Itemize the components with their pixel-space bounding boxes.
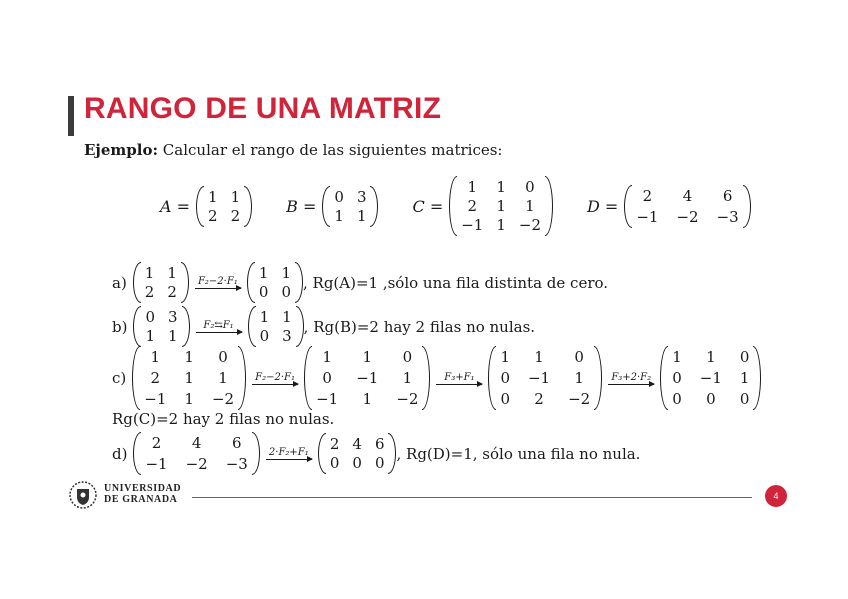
matrix-entry: −1 xyxy=(461,216,484,234)
result-b: , Rg(B)=2 hay 2 filas no nulas. xyxy=(303,317,536,336)
def-A xyxy=(160,186,252,227)
matrix-entry: 4 xyxy=(682,186,693,205)
page-number-badge: 4 xyxy=(765,485,787,507)
matrix-entry: 4 xyxy=(352,435,362,453)
matrix-b2 xyxy=(248,306,304,347)
matrix-c1 xyxy=(132,346,246,410)
matrix-entry: −2 xyxy=(518,216,542,234)
op-c3: F₃+2·F₂ xyxy=(611,371,652,383)
university-name xyxy=(104,483,181,505)
matrix-entry: 1 xyxy=(525,197,535,215)
matrix-entry: 0 xyxy=(281,283,291,301)
def-B-label: B = xyxy=(286,196,317,216)
solution-d xyxy=(112,432,640,475)
matrix-entry: −2 xyxy=(185,455,208,473)
matrix-entry: 1 xyxy=(574,369,584,387)
result-c: Rg(C)=2 hay 2 filas no nulas. xyxy=(112,410,335,428)
matrix-d1 xyxy=(133,432,259,475)
matrix-entry: 2 xyxy=(534,390,544,408)
matrix-entry: 2 xyxy=(642,186,653,205)
matrix-entry: −2 xyxy=(676,207,699,226)
matrix-c3 xyxy=(488,346,602,410)
matrix-a2 xyxy=(247,262,303,303)
matrix-entry: −1 xyxy=(356,369,379,387)
matrix-entry: 0 xyxy=(258,283,269,301)
matrix-entry: 6 xyxy=(232,434,242,452)
solution-c xyxy=(112,346,761,410)
matrix-entry: 3 xyxy=(356,187,367,206)
matrix-entry: 3 xyxy=(282,327,292,345)
matrix-entry: 0 xyxy=(500,369,510,387)
solution-a xyxy=(112,262,608,303)
intro-text: Calcular el rango de las siguientes matrices: xyxy=(162,141,503,159)
matrix-cells xyxy=(141,432,251,475)
matrix-entry: 1 xyxy=(706,348,716,366)
matrix-definitions xyxy=(160,176,751,236)
matrix-entry: 0 xyxy=(374,454,385,472)
matrix-entry: 1 xyxy=(496,216,506,234)
matrix-entry: 1 xyxy=(145,327,156,345)
matrix-entry: 0 xyxy=(259,327,270,345)
matrix-entry: 0 xyxy=(334,187,344,206)
matrix-entry: 1 xyxy=(230,187,241,206)
arrow-c1 xyxy=(252,372,298,385)
matrix-entry: −1 xyxy=(316,390,339,408)
matrix-entry: 1 xyxy=(334,206,344,225)
matrix-cells xyxy=(457,176,545,236)
def-D-label: D = xyxy=(587,196,619,216)
solution-c-label: c) xyxy=(112,369,127,387)
matrix-entry: 1 xyxy=(184,369,194,387)
footer-divider xyxy=(192,497,752,498)
matrix-entry: 1 xyxy=(218,369,228,387)
matrix-entry: 0 xyxy=(672,369,682,387)
matrix-entry: 1 xyxy=(496,178,506,196)
matrix-entry: 0 xyxy=(574,348,584,366)
matrix-entry: −1 xyxy=(144,390,167,408)
matrix-entry: 1 xyxy=(322,348,332,366)
matrix-entry: 1 xyxy=(184,348,194,366)
matrix-entry: 0 xyxy=(329,454,340,472)
matrix-entry: −3 xyxy=(225,455,248,473)
matrix-entry: 1 xyxy=(184,390,194,408)
matrix-entry: 0 xyxy=(739,348,750,366)
matrix-entry: 6 xyxy=(722,186,733,205)
slide-title: RANGO DE UNA MATRIZ xyxy=(84,92,442,125)
matrix-entry: 1 xyxy=(739,369,750,387)
matrix-entry: 1 xyxy=(356,206,367,225)
matrix-entry: 0 xyxy=(500,390,510,408)
def-D xyxy=(587,185,751,228)
matrix-cells xyxy=(312,346,422,410)
matrix-entry: 1 xyxy=(362,390,373,408)
op-b: F₂⇆F₁ xyxy=(203,320,234,331)
matrix-cells xyxy=(141,306,181,347)
solution-a-label: a) xyxy=(112,273,127,292)
matrix-cells xyxy=(204,186,244,227)
matrix-entry: 1 xyxy=(282,308,292,326)
matrix-b1 xyxy=(133,306,189,347)
matrix-A xyxy=(196,186,252,227)
solution-d-label: d) xyxy=(112,444,128,463)
def-A-label: A = xyxy=(160,196,191,216)
matrix-entry: 0 xyxy=(525,178,535,196)
matrix-entry: 1 xyxy=(144,264,155,282)
matrix-cells xyxy=(668,346,753,410)
op-d: 2·F₂+F₁ xyxy=(268,447,309,458)
arrow-c2 xyxy=(436,372,482,385)
university-crest-icon xyxy=(68,480,98,510)
matrix-entry: 2 xyxy=(144,283,155,301)
matrix-entry: −1 xyxy=(527,369,551,387)
def-C-label: C = xyxy=(412,196,444,216)
arrow-a xyxy=(195,276,241,289)
matrix-cells xyxy=(496,346,594,410)
arrow-c3 xyxy=(608,372,654,385)
matrix-cells xyxy=(326,433,389,474)
matrix-cells xyxy=(140,346,238,410)
matrix-c2 xyxy=(304,346,430,410)
result-a: , Rg(A)=1 ,sólo una fila distinta de cero. xyxy=(302,273,609,292)
matrix-entry: 1 xyxy=(208,187,218,206)
matrix-entry: 2 xyxy=(208,206,218,225)
matrix-entry: −1 xyxy=(699,369,722,387)
matrix-entry: 1 xyxy=(500,348,510,366)
matrix-entry: 1 xyxy=(402,369,413,387)
matrix-entry: 1 xyxy=(534,348,544,366)
solution-b-label: b) xyxy=(112,317,128,336)
university-line2: DE GRANADA xyxy=(104,494,178,505)
matrix-entry: 0 xyxy=(402,348,413,366)
matrix-entry: 0 xyxy=(672,390,682,408)
matrix-a1 xyxy=(133,262,189,303)
op-a: F₂−2·F₁ xyxy=(197,276,238,287)
matrix-cells xyxy=(141,262,181,303)
matrix-entry: 2 xyxy=(167,283,177,301)
matrix-entry: 2 xyxy=(230,206,241,225)
matrix-entry: −2 xyxy=(211,390,235,408)
def-C xyxy=(412,176,553,236)
def-B xyxy=(286,186,378,227)
matrix-entry: 1 xyxy=(258,264,269,282)
matrix-entry: 1 xyxy=(167,264,177,282)
matrix-entry: 0 xyxy=(706,390,716,408)
matrix-cells xyxy=(330,186,370,227)
matrix-entry: 0 xyxy=(739,390,750,408)
matrix-entry: 0 xyxy=(322,369,332,387)
matrix-entry: 4 xyxy=(191,434,202,452)
solution-b xyxy=(112,306,535,347)
intro-bold: Ejemplo: xyxy=(84,141,159,159)
matrix-entry: 0 xyxy=(218,348,228,366)
intro-line xyxy=(84,141,502,159)
matrix-c4 xyxy=(660,346,761,410)
title-accent-bar xyxy=(68,96,74,136)
matrix-entry: 3 xyxy=(168,308,178,326)
university-line1: UNIVERSIDAD xyxy=(104,483,182,494)
matrix-entry: −2 xyxy=(396,390,419,408)
matrix-C xyxy=(449,176,553,236)
matrix-entry: −1 xyxy=(636,207,659,226)
matrix-entry: 0 xyxy=(352,454,362,472)
matrix-entry: 2 xyxy=(329,435,340,453)
matrix-entry: 1 xyxy=(150,348,161,366)
matrix-entry: 1 xyxy=(281,264,291,282)
matrix-D xyxy=(624,185,750,228)
result-d: , Rg(D)=1, sólo una fila no nula. xyxy=(396,444,641,463)
matrix-cells xyxy=(256,306,296,347)
matrix-d2 xyxy=(318,433,397,474)
matrix-entry: 1 xyxy=(362,348,373,366)
matrix-entry: 0 xyxy=(145,308,156,326)
matrix-entry: −2 xyxy=(568,390,591,408)
op-c1: F₂−2·F₁ xyxy=(255,371,295,383)
matrix-entry: 6 xyxy=(374,435,385,453)
matrix-cells xyxy=(255,262,295,303)
matrix-entry: 1 xyxy=(467,178,478,196)
matrix-entry: 1 xyxy=(168,327,178,345)
matrix-entry: 1 xyxy=(259,308,270,326)
matrix-B xyxy=(322,186,378,227)
matrix-cells xyxy=(632,185,742,228)
matrix-entry: 2 xyxy=(467,197,478,215)
arrow-d xyxy=(266,447,312,460)
op-c2: F₃+F₁ xyxy=(444,371,475,383)
matrix-entry: −3 xyxy=(716,207,739,226)
arrow-b xyxy=(196,320,242,333)
matrix-entry: 2 xyxy=(150,369,161,387)
matrix-entry: 1 xyxy=(672,348,682,366)
matrix-entry: 2 xyxy=(151,434,162,452)
matrix-entry: −1 xyxy=(145,455,168,473)
matrix-entry: 1 xyxy=(496,197,506,215)
